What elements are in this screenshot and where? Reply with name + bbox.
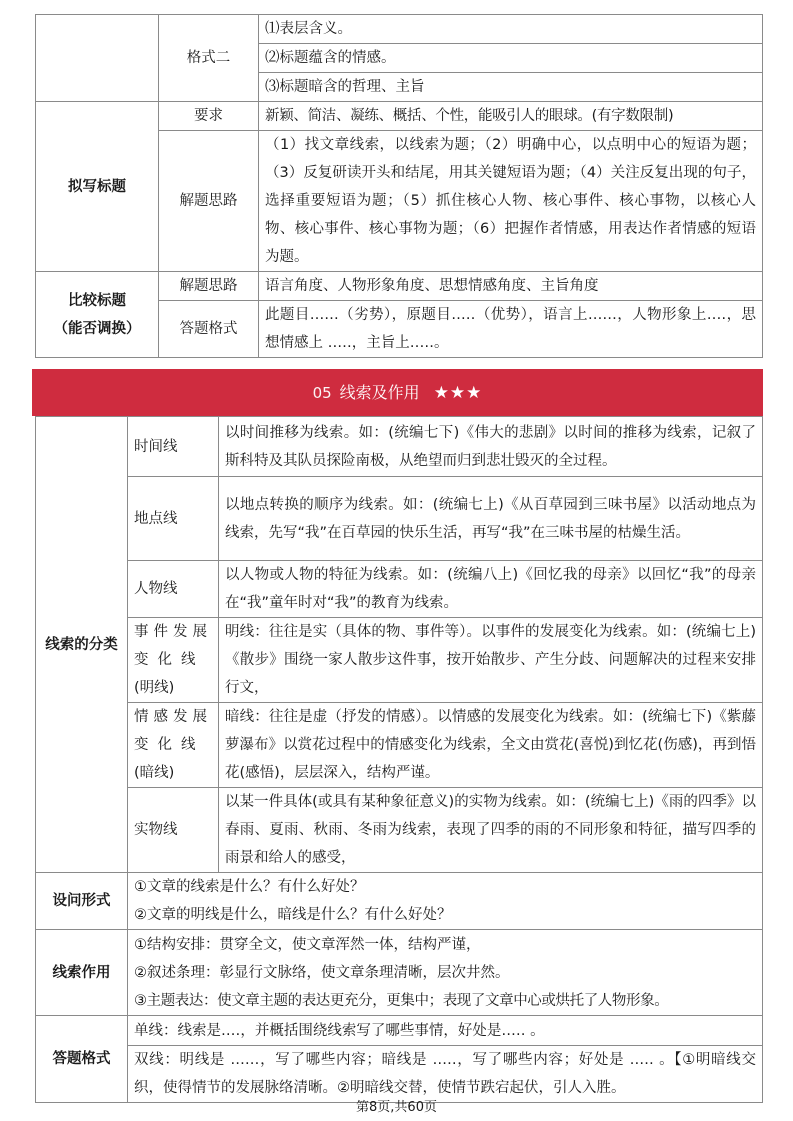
clue-function-item: ①结构安排：贯穿全文，使文章浑然一体，结构严谨， <box>134 936 481 953</box>
question-forms-content <box>128 873 763 930</box>
question-form-item: ②文章的明线是什么，暗线是什么？有什么好处？ <box>134 907 452 923</box>
compare-format-text: 此题目……（劣势），原题目…‥（优势），语言上……，人物形象上‥‥，思想情感上 ‥…，主旨上‥…。 <box>259 301 763 358</box>
clue-type-line: 变化线 <box>134 737 205 753</box>
draft-approach-label: 解题思路 <box>159 131 259 272</box>
format2-label: 格式二 <box>159 15 259 102</box>
clue-desc: 以某一件具体(或具有某种象征意义)的实物为线索。如：(统编七上)《雨的四季》以春雨、夏雨、秋雨、冬雨为线索，表现了四季的雨的不同形象和特征，描写四季的雨景和给人的感受， <box>219 788 763 873</box>
compare-title-label <box>36 272 159 358</box>
star-rating-icon: ★★★ <box>433 383 483 403</box>
clue-function-label: 线索作用 <box>36 930 128 1016</box>
clue-function-item: ②叙述条理：彰显行文脉络，使文章条理清晰，层次井然。 <box>134 964 510 981</box>
title-table <box>35 14 763 358</box>
clue-type <box>128 703 219 788</box>
format2-item: ⑶标题暗含的哲理、主旨 <box>259 73 763 102</box>
format2-item: ⑵标题蕴含的情感。 <box>259 44 763 73</box>
clue-type-line: (暗线) <box>134 765 175 781</box>
clue-type: 地点线 <box>128 477 219 561</box>
draft-title-label: 拟写标题 <box>36 102 159 272</box>
draft-approach-text: （1）找文章线索，以线索为题；（2）明确中心，以点明中心的短语为题；（3）反复研读开头和结尾，用其关键短语为题；（4）关注反复出现的句子，选择重要短语为题；（5）抓住核心人物、核心事件、核心事物，以核心人物、核心事件、核心事物为题；（6）把握作者情感，用表达作者情感的短语为题。 <box>259 131 763 272</box>
clue-function-content <box>128 930 763 1016</box>
compare-title-label-line1: 比较标题 <box>68 292 126 309</box>
clue-desc: 以时间推移为线索。如：(统编七下)《伟大的悲剧》以时间的推移为线索，记叙了斯科特及其队员探险南极，从绝望而归到悲壮毁灭的全过程。 <box>219 417 763 477</box>
clue-desc: 明线：往往是实（具体的物、事件等）。以事件的发展变化为线索。如：(统编七上)《散步》围绕一家人散步这件事，按开始散步、产生分歧、问题解决的过程来安排行文， <box>219 618 763 703</box>
clue-type: 人物线 <box>128 561 219 618</box>
clue-type <box>128 618 219 703</box>
compare-title-label-line2: （能否调换） <box>53 320 141 337</box>
section-number: 05 <box>312 384 332 402</box>
section-title: 线索及作用 <box>339 383 420 402</box>
clue-type-line: (明线) <box>134 680 175 696</box>
compare-format-label: 答题格式 <box>159 301 259 358</box>
clue-desc: 暗线：往往是虚（抒发的情感）。以情感的发展变化为线索。如：(统编七下)《紫藤萝瀑布》以赏花过程中的情感变化为线索，全文由赏花(喜悦)到忆花(伤感)，再到悟花(感悟)，层层深入，结构严谨。 <box>219 703 763 788</box>
answer-format-single: 单线：线索是‥‥，并概括围绕线索写了哪些事情，好处是…‥ 。 <box>128 1016 763 1046</box>
clue-type-line: 情感发展 <box>134 709 212 725</box>
clue-desc: 以地点转换的顺序为线索。如：(统编七上)《从百草园到三味书屋》以活动地点为线索，先写“我”在百草园的快乐生活，再写“我”在三味书屋的枯燥生活。 <box>219 477 763 561</box>
format2-empty-cell <box>36 15 159 102</box>
compare-approach-text: 语言角度、人物形象角度、思想情感角度、主旨角度 <box>259 272 763 301</box>
format2-item: ⑴表层含义。 <box>259 15 763 44</box>
clue-desc: 以人物或人物的特征为线索。如：(统编八上)《回忆我的母亲》以回忆“我”的母亲在“我”童年时对“我”的教育为线索。 <box>219 561 763 618</box>
clue-type: 时间线 <box>128 417 219 477</box>
question-forms-label: 设问形式 <box>36 873 128 930</box>
question-form-item: ①文章的线索是什么？有什么好处？ <box>134 879 365 895</box>
clue-type-line: 事件发展 <box>134 624 212 640</box>
page-number: 第8页,共60页 <box>356 1100 437 1115</box>
compare-approach-label: 解题思路 <box>159 272 259 301</box>
clue-function-item: ③主题表达：使文章主题的表达更充分，更集中；表现了文章中心或烘托了人物形象。 <box>134 992 669 1009</box>
clue-type-line: 变化线 <box>134 652 205 668</box>
section-banner <box>32 369 763 416</box>
answer-format-label: 答题格式 <box>36 1016 128 1103</box>
requirement-label: 要求 <box>159 102 259 131</box>
requirement-text: 新颖、简洁、凝练、概括、个性，能吸引人的眼球。(有字数限制) <box>259 102 763 131</box>
classification-label: 线索的分类 <box>36 417 128 873</box>
clue-type: 实物线 <box>128 788 219 873</box>
answer-format-double: 双线：明线是 ……，写了哪些内容；暗线是 …‥，写了哪些内容；好处是 …‥ 。【①明暗线交织，使得情节的发展脉络清晰。②明暗线交替，使情节跌宕起伏，引人入胜。 <box>128 1046 763 1103</box>
clue-table <box>35 416 763 1103</box>
